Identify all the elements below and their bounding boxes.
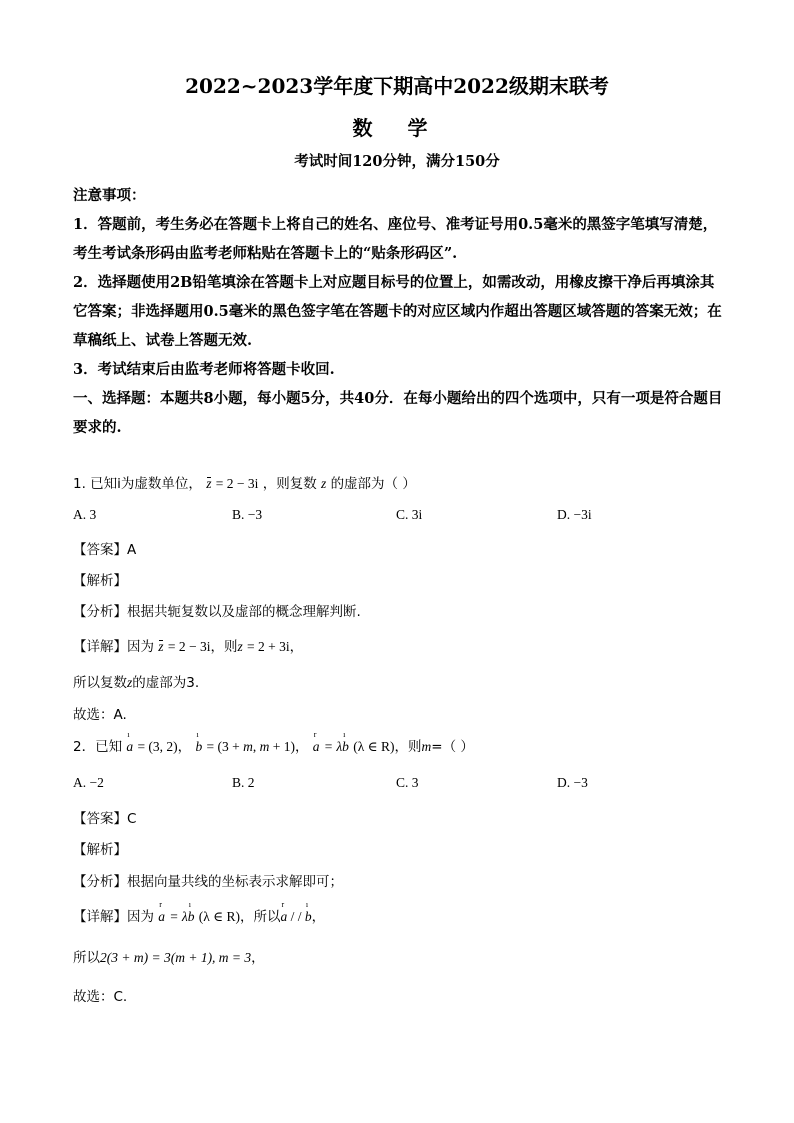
notice-item-1: 1．答题前，考生务必在答题卡上将自己的姓名、座位号、准考证号用0.5毫米的黑签字笔填写清楚，考生考试条形码由监考老师粘贴在答题卡上的“贴条形码区”. <box>73 216 718 262</box>
notice-heading: 注意事项： <box>73 187 146 204</box>
q2-vec-b: ı b <box>195 730 203 754</box>
q1-analysis-tag: 【解析】 <box>73 573 127 589</box>
q1-conclusion-line <box>73 671 199 691</box>
q1-fenxi-line <box>73 600 361 620</box>
q1-option-b: B. −3 <box>232 507 263 522</box>
q1-xj-because: 因为 <box>127 639 154 655</box>
q1-fenxi-tag: 【分析】 <box>73 604 127 620</box>
notice-item-2: 2．选择题使用2B铅笔填涂在答题卡上对应题目标号的位置上，如需改动，用橡皮擦干净后再填涂其它答案；非选择题用0.5毫米的黑色签字笔在答题卡的对应区域内作超出答题区域答题的答案无效；在草稿纸上、试卷上答题无效. <box>73 274 722 349</box>
q2-xj-vec-a2: r a <box>280 900 288 924</box>
q2-answer-tag: 【答案】 <box>73 811 127 827</box>
q1-conc-z: z <box>127 675 133 690</box>
subject-title: 数 学 <box>352 116 442 140</box>
q2-calc-end: ， <box>251 950 265 966</box>
q2-calc-lead: 所以 <box>73 950 100 966</box>
q2-option-b: B. 2 <box>232 775 255 790</box>
q1-option-a: A. 3 <box>73 507 97 522</box>
q1-answer-line <box>73 538 136 558</box>
q1-lead: 1. 已知i为虚数单位， <box>73 476 202 492</box>
q2-sep2: ， <box>294 739 309 755</box>
q1-z: z <box>321 476 327 491</box>
q1-option-c: C. 3i <box>396 507 423 522</box>
q2-xj-vec-a: r a <box>158 900 166 924</box>
q2-answer-line <box>73 807 136 827</box>
q1-stem <box>73 472 416 492</box>
q2-xj-end: ， <box>311 909 326 925</box>
q2-ask: =（ ） <box>431 739 474 755</box>
q2-xj-vec-b2: ı b <box>304 900 312 924</box>
q1-tail: ，则复数 <box>262 476 317 492</box>
q1-option-d: D. −3i <box>557 507 592 522</box>
q2-eq-b: = (3 + <box>206 739 244 754</box>
q1-conc-tail: 的虚部为3. <box>132 675 200 691</box>
q2-analysis-tag: 【解析】 <box>73 842 127 858</box>
q1-xj-end: ， <box>289 639 304 655</box>
q1-xj-z: z <box>237 639 243 654</box>
notice-block <box>73 181 723 442</box>
q2-option-c: C. 3 <box>396 775 419 790</box>
q2-choose: 故选：C. <box>73 989 128 1005</box>
q1-xiangjie-tag: 【详解】 <box>73 639 127 655</box>
q2-xj-eq: = λ <box>169 909 188 924</box>
q1-answer-tag: 【答案】 <box>73 542 127 558</box>
q2-xj-so: ，所以 <box>240 909 281 925</box>
q2-fenxi-tag: 【分析】 <box>73 874 127 890</box>
q2-fenxi: 根据向量共线的坐标表示求解即可； <box>127 874 343 890</box>
q2-option-d: D. −3 <box>557 775 588 790</box>
q2-calc: 2(3 + m) = 3(m + 1), m = 3 <box>100 950 252 965</box>
q2-xj-cond: (λ ∈ R) <box>198 909 241 924</box>
q2-eq-lambda: = λ <box>323 739 343 754</box>
q1-xj-zbar: z <box>158 639 164 654</box>
q2-option-a: A. −2 <box>73 775 104 790</box>
q2-detail-line <box>73 900 326 925</box>
q2-m2: m <box>259 739 270 754</box>
q2-answer: C <box>127 811 137 827</box>
exam-time: 考试时间120分钟，满分150分 <box>294 153 500 170</box>
q1-xj-eq2: = 2 + 3i <box>247 639 290 654</box>
q2-comma: , <box>252 739 260 754</box>
q2-fenxi-line <box>73 870 343 890</box>
q2-sep1: ， <box>177 739 192 755</box>
q1-xj-eq1: = 2 − 3i <box>167 639 211 654</box>
q1-zbar: z <box>206 476 212 491</box>
q2-vec-a2: r a <box>312 730 320 754</box>
q1-tail2: 的虚部为（ ） <box>330 476 416 492</box>
q1-detail-line <box>73 635 303 655</box>
q2-xj-because: 因为 <box>127 909 154 925</box>
q2-vec-a: ı a <box>126 730 134 754</box>
q2-lead: 2．已知 <box>73 739 123 755</box>
q2-m3: m <box>421 739 432 754</box>
q2-m1: m <box>243 739 253 754</box>
q1-conc-lead: 所以复数 <box>73 675 127 691</box>
q2-stem <box>73 730 474 755</box>
q2-xj-vec-b: ı b <box>187 900 195 924</box>
q2-cond: (λ ∈ R) <box>353 739 395 754</box>
q2-calc-line <box>73 946 265 966</box>
q1-fenxi: 根据共轭复数以及虚部的概念理解判断. <box>127 604 361 620</box>
q2-xiangjie-tag: 【详解】 <box>73 909 127 925</box>
q1-xj-then: ，则 <box>210 639 238 655</box>
q1-eq: = 2 − 3i <box>215 476 259 491</box>
section-heading: 一、选择题：本题共8小题，每小题5分，共40分．在每小题给出的四个选项中，只有一项是符合题目要求的. <box>73 390 723 436</box>
q2-vec-b2: ı b <box>342 730 349 754</box>
q2-eq-b-end: + 1) <box>269 739 295 754</box>
q2-xj-parallel: / / <box>287 909 305 924</box>
exam-title: 2022~2023学年度下期高中2022级期末联考 <box>185 74 609 98</box>
q1-answer: A <box>127 542 137 558</box>
q2-eq-a: = (3, 2) <box>137 739 178 754</box>
notice-item-3: 3．考试结束后由监考老师将答题卡收回. <box>73 361 335 378</box>
q2-then: ，则 <box>394 739 422 755</box>
q1-choose: 故选：A. <box>73 707 127 723</box>
